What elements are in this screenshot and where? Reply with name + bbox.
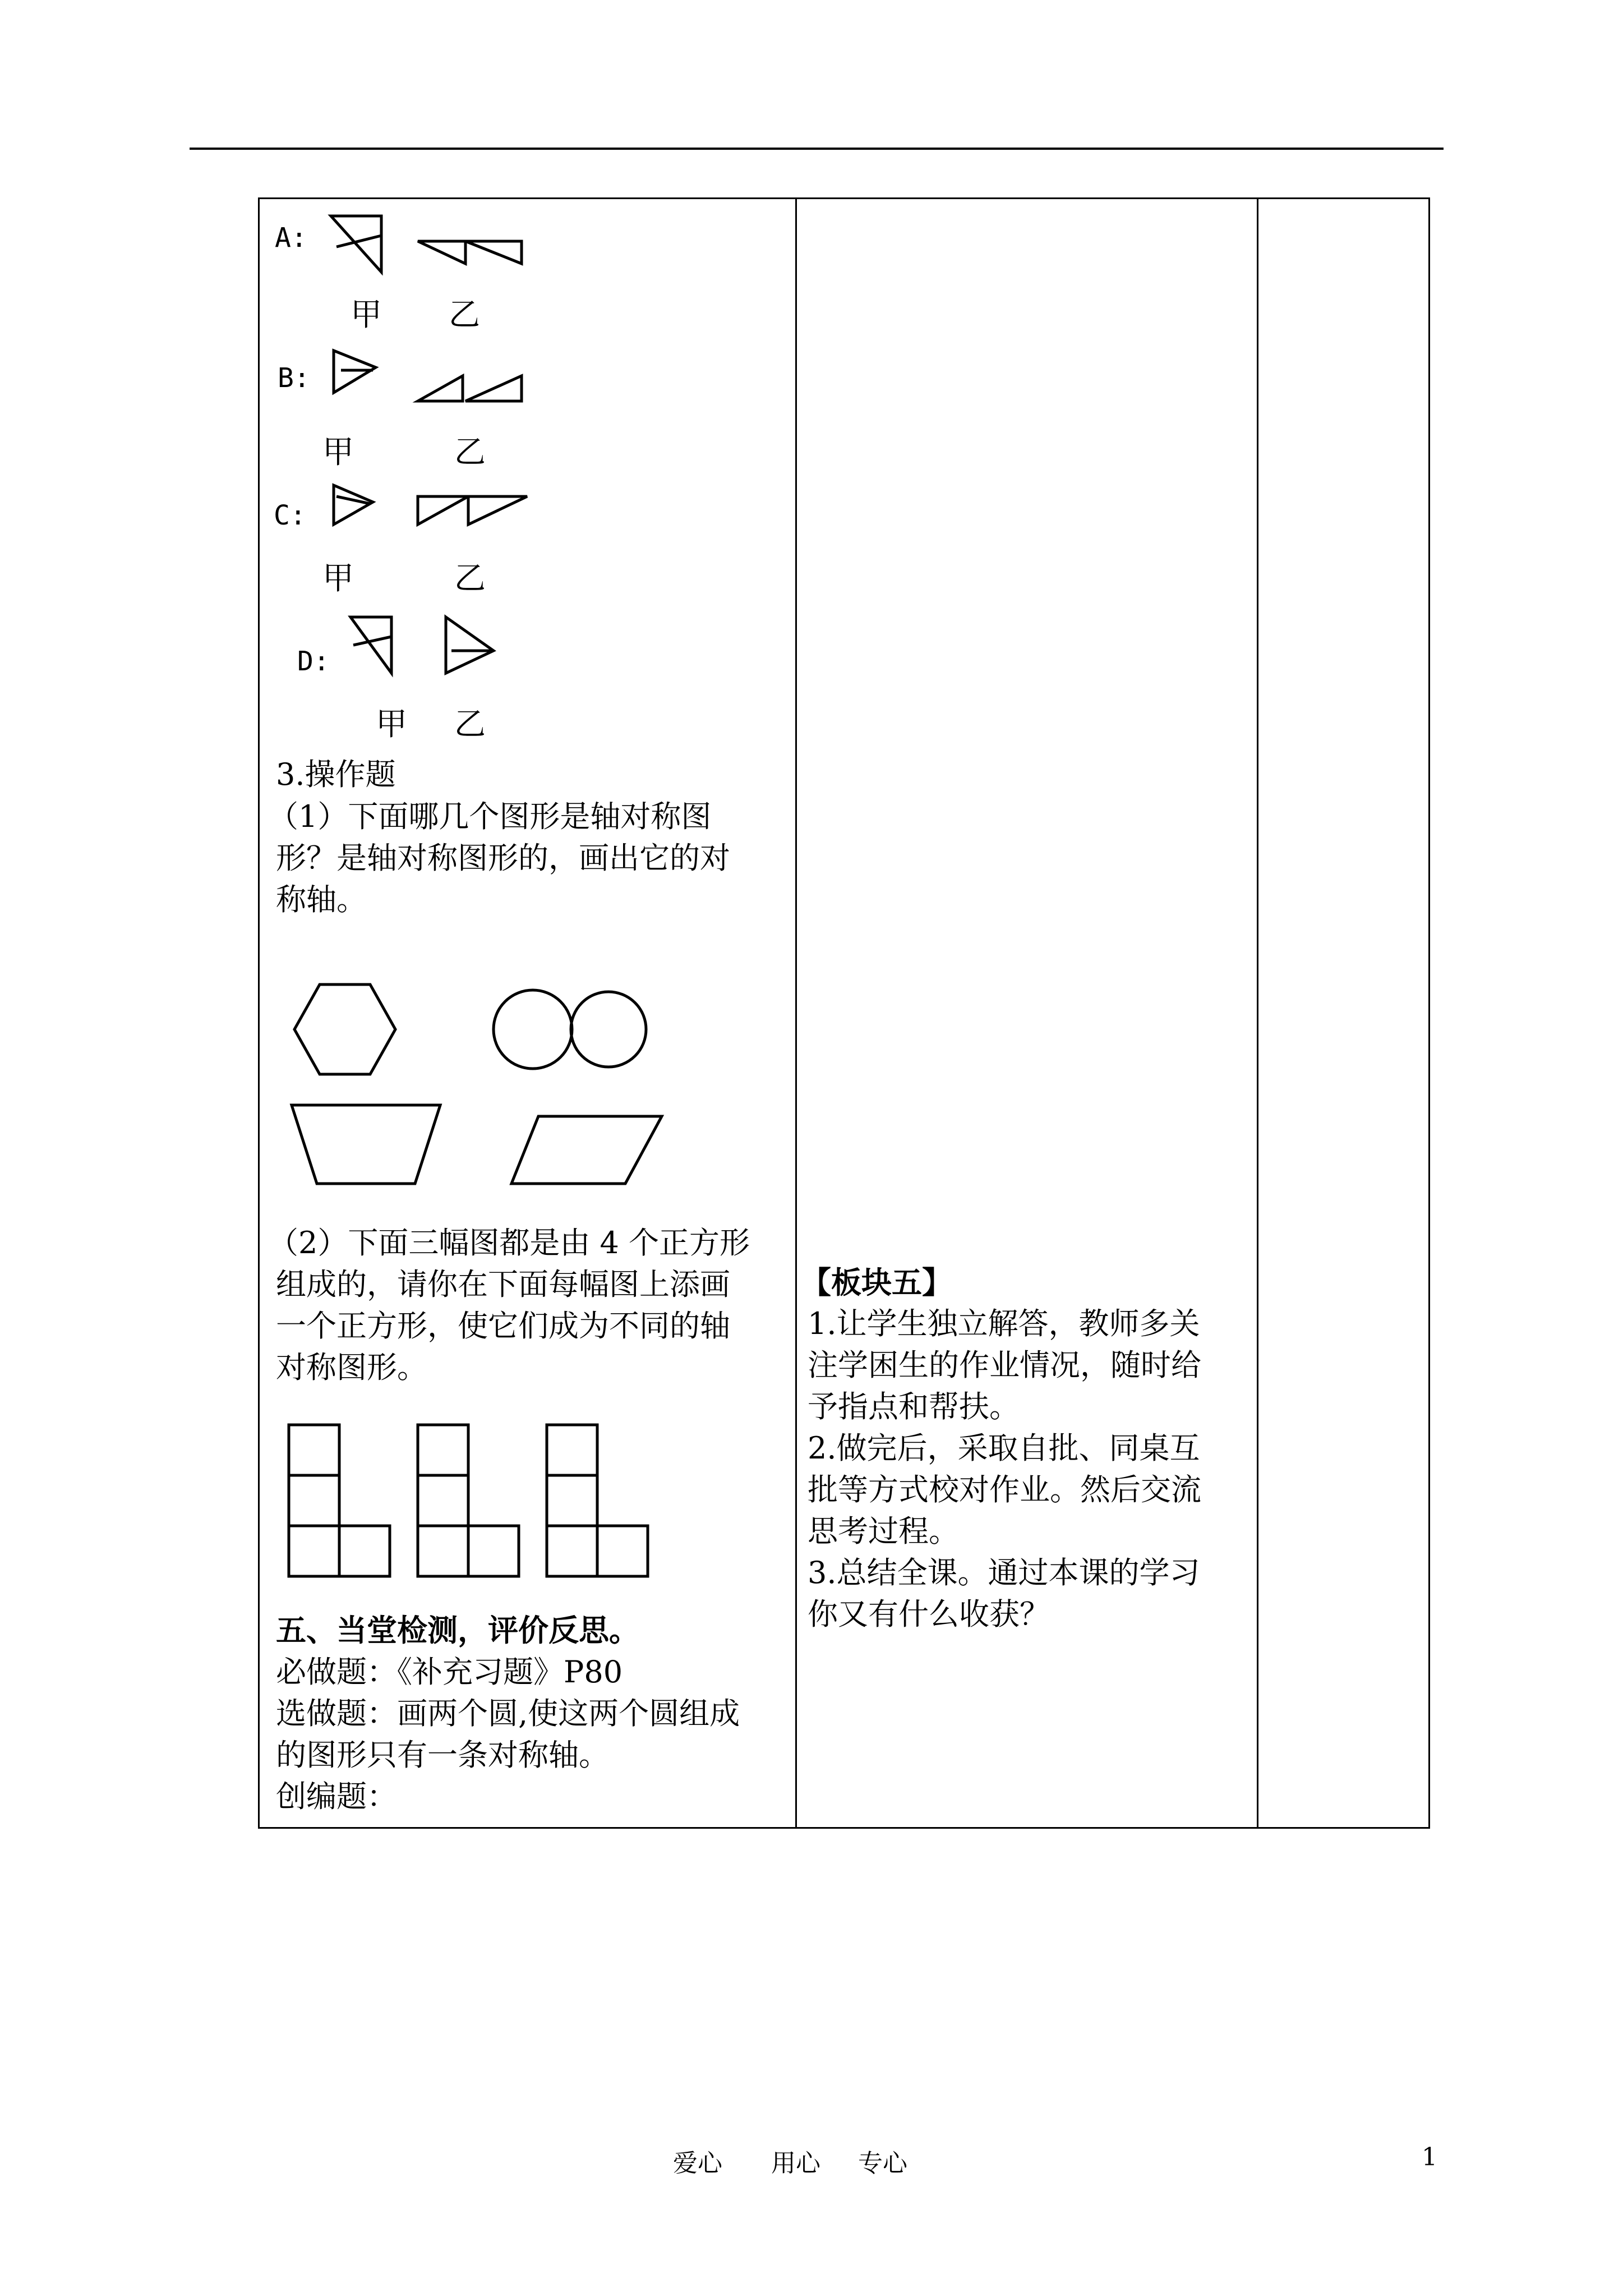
circle-shape-left (494, 990, 572, 1069)
section5-line-3: 的图形只有一条对称轴。 (276, 1737, 609, 1773)
middle-line-4: 2.做完后，采取自批、同桌互 (808, 1430, 1200, 1466)
q3-1-line-3: 称轴。 (276, 882, 367, 917)
q3-1-line-2: 形？是轴对称图形的，画出它的对 (276, 840, 730, 876)
q3-title: 3.操作题 (276, 757, 396, 792)
option-a-figure-yi (418, 241, 522, 264)
middle-line-1: 1.让学生独立解答，教师多关 (808, 1306, 1200, 1341)
option-b-label-jia: 甲 (322, 434, 354, 471)
option-a-letter: A: (275, 222, 307, 254)
q3-1-line-1: （1）下面哪几个图形是轴对称图 (268, 799, 712, 834)
circle-shape-right (571, 992, 646, 1067)
column-divider-1 (795, 199, 797, 1827)
q3-2-line-3: 一个正方形，使它们成为不同的轴 (276, 1308, 730, 1343)
option-figures (264, 202, 791, 752)
middle-line-2: 注学困生的作业情况，随时给 (808, 1347, 1201, 1383)
footer-slogan-1: 爱心 (673, 2149, 722, 2178)
trapezoid-shape (292, 1105, 440, 1184)
option-b-figure-jia (334, 351, 376, 393)
option-a-figure-jia (331, 216, 381, 272)
option-d-label-jia: 甲 (376, 706, 407, 743)
middle-line-7: 3.总结全课。通过本课的学习 (808, 1555, 1200, 1590)
option-a-label-jia: 甲 (351, 297, 382, 333)
page-number: 1 (1422, 2143, 1437, 2171)
square-figures (280, 1416, 662, 1585)
column-divider-2 (1257, 199, 1258, 1827)
section5-heading: 五、当堂检测，评价反思。 (276, 1612, 639, 1648)
l-figure-1 (289, 1425, 390, 1576)
parallelogram-shape (511, 1116, 662, 1184)
section5-line-2: 选做题：画两个圆,使这两个圆组成 (276, 1696, 740, 1731)
middle-line-3: 予指点和帮扶。 (808, 1389, 1020, 1424)
option-d-label-yi: 乙 (454, 706, 486, 743)
footer-slogan-3: 专心 (858, 2149, 907, 2178)
q3-2-line-4: 对称图形。 (276, 1350, 427, 1385)
q3-2-line-2: 组成的，请你在下面每幅图上添画 (276, 1267, 730, 1302)
l-figure-2 (418, 1425, 519, 1576)
symmetry-shapes (280, 970, 684, 1195)
option-d-figure-jia (351, 617, 391, 673)
section5-line-1: 必做题：《补充习题》P80 (276, 1654, 623, 1690)
section5-line-4: 创编题： (276, 1779, 397, 1814)
option-c-label-jia: 甲 (322, 560, 354, 597)
option-d-figure-yi (446, 617, 494, 673)
middle-line-8: 你又有什么收获？ (808, 1596, 1050, 1632)
option-c-label-yi: 乙 (454, 560, 486, 597)
block-title: 【板块五】 (801, 1264, 952, 1300)
option-d-letter: D: (297, 646, 330, 677)
option-b-letter: B: (278, 362, 310, 394)
l-figure-3 (547, 1425, 648, 1576)
middle-line-5: 批等方式校对作业。然后交流 (808, 1472, 1201, 1507)
middle-line-6: 思考过程。 (808, 1513, 959, 1549)
option-c-letter: C: (274, 500, 306, 531)
option-c-figure-jia (334, 485, 373, 524)
option-c-figure-yi (418, 496, 527, 524)
footer-slogan-2: 用心 (771, 2149, 820, 2178)
q3-2-line-1: （2）下面三幅图都是由 4 个正方形 (268, 1225, 750, 1260)
option-b-label-yi: 乙 (454, 434, 486, 471)
header-rule (190, 148, 1444, 150)
option-b-figure-yi (418, 376, 522, 401)
option-a-label-yi: 乙 (449, 297, 480, 333)
hexagon-shape (294, 984, 395, 1074)
